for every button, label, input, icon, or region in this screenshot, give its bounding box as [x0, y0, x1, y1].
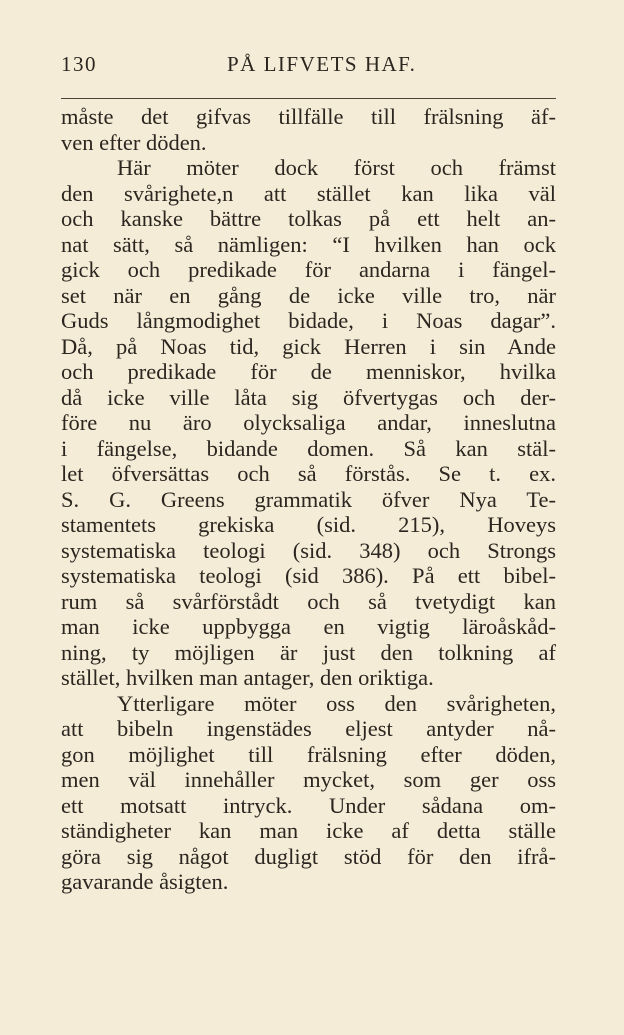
text-line: ständigheter kan man icke af detta ställe	[61, 818, 556, 843]
text-line: rum så svårförstådt och så tvetydigt kan	[61, 588, 556, 614]
text-line: nat sätt, så nämligen: “I hvilken han ock	[61, 231, 556, 257]
text-line: och kanske bättre tolkas på ett helt an-	[61, 206, 556, 231]
body-text	[61, 104, 556, 895]
text-line: den svårighete,n att stället kan lika väl	[61, 180, 556, 206]
text-line: göra sig något dugligt stöd för den ifrå-	[61, 843, 556, 869]
text-line: ning, ty möjligen är just den tolkning af	[61, 639, 556, 665]
text-line: systematiska teologi (sid. 348) och Strongs	[61, 537, 556, 563]
header-rule	[61, 98, 556, 99]
text-line: ett motsatt intryck. Under sådana om-	[61, 792, 556, 818]
text-line: att bibeln ingenstädes eljest antyder nå-	[61, 716, 556, 741]
page-number: 130	[61, 52, 97, 76]
text-line: Guds långmodighet bidade, i Noas dagar”.	[61, 308, 556, 333]
text-line: före nu äro olycksaliga andar, inneslutna	[61, 410, 556, 435]
text-line: då icke ville låta sig öfvertygas och der-	[61, 384, 556, 410]
text-line: gick och predikade för andarna i fängel-	[61, 257, 556, 282]
text-line: stället, hvilken man antager, den oriktiga.	[61, 665, 434, 690]
text-line: stamentets grekiska (sid. 215), Hoveys	[61, 512, 556, 537]
page-header	[61, 52, 556, 82]
text-line: måste det gifvas tillfälle till frälsning äf-	[61, 104, 556, 129]
text-line: men väl innehåller mycket, som ger oss	[61, 767, 556, 792]
text-line: gavarande åsigten.	[61, 869, 229, 894]
running-title: PÅ LIFVETS HAF.	[227, 52, 417, 76]
text-line: Här möter dock först och främst	[117, 155, 556, 180]
text-line: let öfversättas och så förstås. Se t. ex.	[61, 461, 556, 486]
text-line: i fängelse, bidande domen. Så kan stäl-	[61, 435, 556, 461]
text-line: Då, på Noas tid, gick Herren i sin Ande	[61, 333, 556, 359]
text-line: ven efter döden.	[61, 129, 207, 155]
text-line: man icke uppbygga en vigtig läroåskåd-	[61, 614, 556, 639]
text-line: Ytterligare möter oss den svårigheten,	[117, 690, 556, 716]
text-line: S. G. Greens grammatik öfver Nya Te-	[61, 486, 556, 512]
text-line: set när en gång de icke ville tro, när	[61, 282, 556, 308]
text-line: systematiska teologi (sid 386). På ett bibel-	[61, 563, 556, 588]
text-line: och predikade för de menniskor, hvilka	[61, 359, 556, 384]
text-line: gon möjlighet till frälsning efter döden,	[61, 741, 556, 767]
